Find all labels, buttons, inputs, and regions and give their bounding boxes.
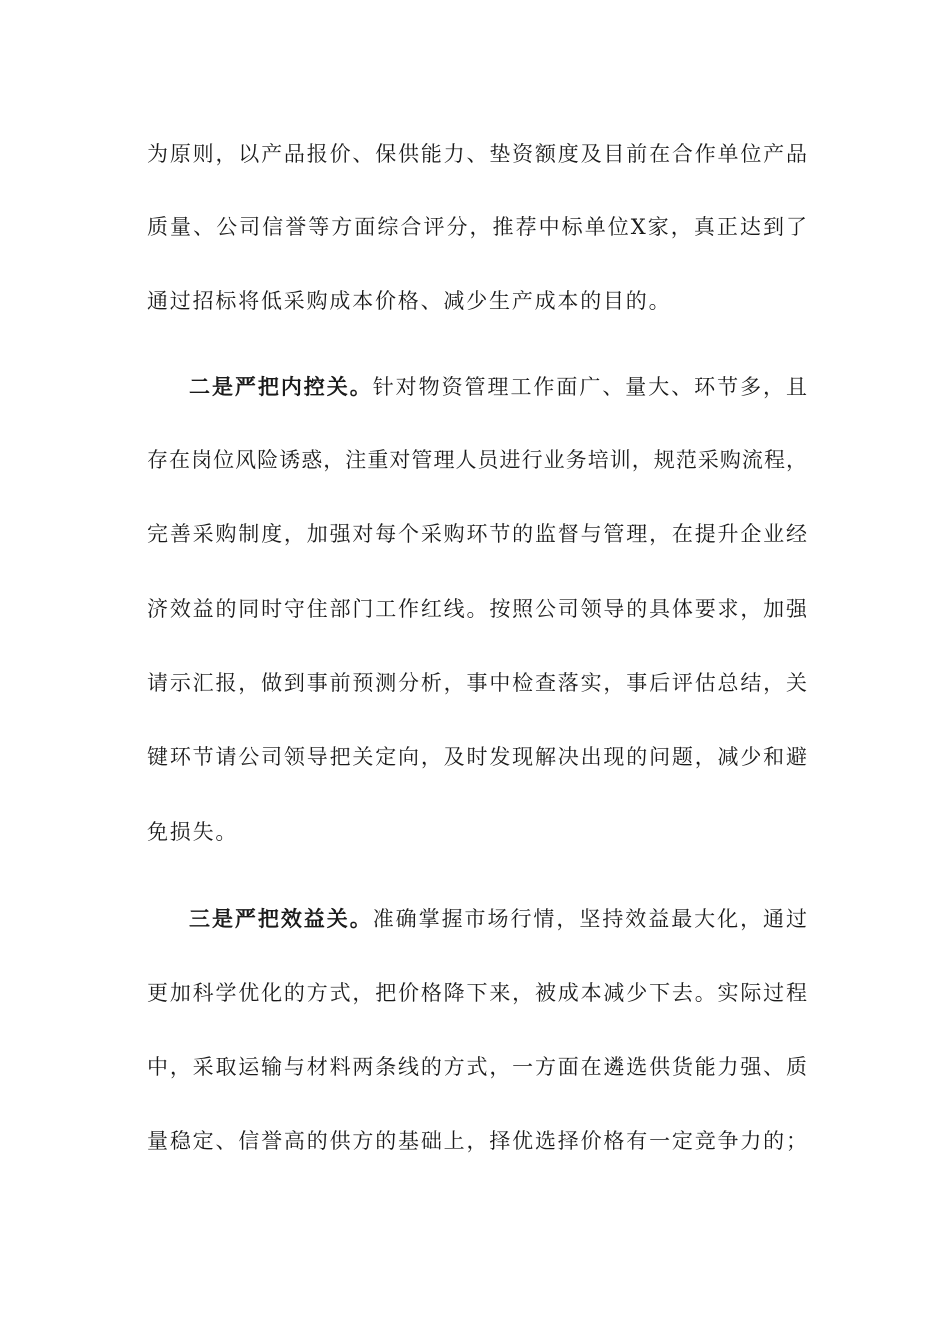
section-lead-internal-control: 二是严把内控关。 (189, 374, 373, 399)
paragraph-line: 免损失。 (147, 820, 239, 844)
paragraph-line: 更加科学优化的方式，把价格降下来，被成本减少下去。实际过程 (147, 981, 807, 1005)
paragraph-line: 存在岗位风险诱惑，注重对管理人员进行业务培训，规范采购流程， (147, 448, 807, 472)
paragraph-text: 针对物资管理工作面广、量大、环节多，且 (372, 375, 808, 399)
paragraph-line: 质量、公司信誉等方面综合评分，推荐中标单位X家，真正达到了 (147, 215, 807, 239)
paragraph-line: 通过招标将低采购成本价格、减少生产成本的目的。 (147, 289, 672, 313)
paragraph-line: 键环节请公司领导把关定向，及时发现解决出现的问题，减少和避 (147, 745, 807, 769)
paragraph-line-first (189, 372, 807, 402)
paragraph-line: 济效益的同时守住部门工作红线。按照公司领导的具体要求，加强 (147, 597, 807, 621)
paragraph-line-first (189, 904, 807, 934)
paragraph-line: 完善采购制度，加强对每个采购环节的监督与管理，在提升企业经 (147, 522, 807, 546)
paragraph-text: 准确掌握市场行情，坚持效益最大化，通过 (372, 907, 808, 931)
paragraph-line: 为原则，以产品报价、保供能力、垫资额度及目前在合作单位产品 (147, 142, 807, 166)
paragraph-line: 请示汇报，做到事前预测分析，事中检查落实，事后评估总结，关 (147, 671, 807, 695)
paragraph-line: 中，采取运输与材料两条线的方式，一方面在遴选供货能力强、质 (147, 1055, 807, 1079)
section-lead-efficiency: 三是严把效益关。 (189, 906, 373, 931)
paragraph-line: 量稳定、信誉高的供方的基础上，择优选择价格有一定竞争力的； (147, 1129, 807, 1153)
